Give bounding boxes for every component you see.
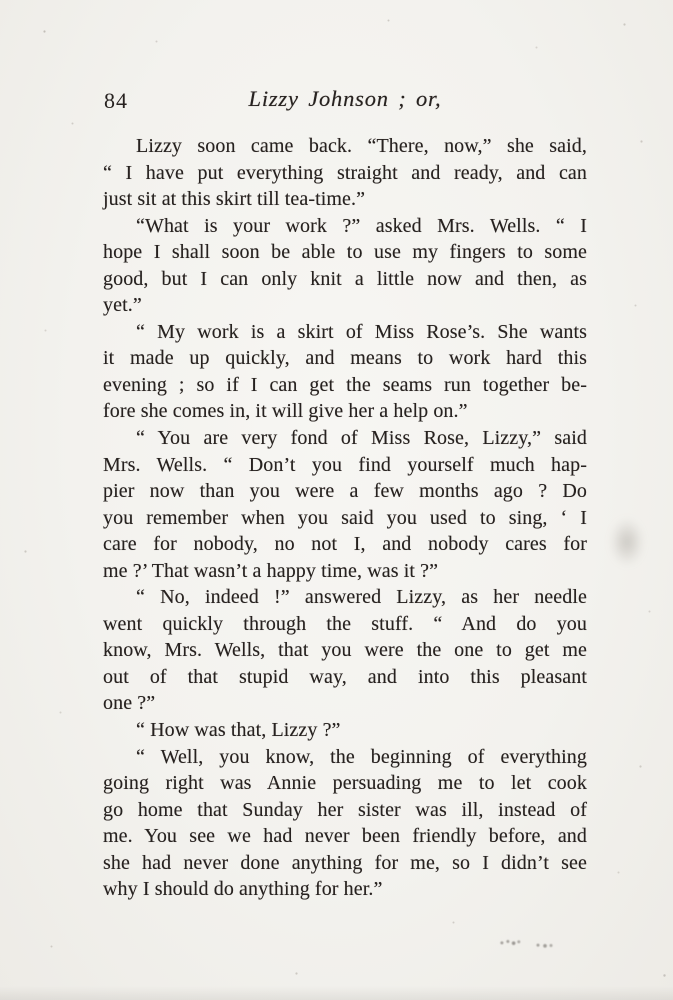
text-body xyxy=(103,133,587,903)
text-line: go home that Sunday her sister was ill, instead of xyxy=(103,798,587,821)
text-line: care for nobody, no not I, and nobody cares for xyxy=(103,533,587,556)
paragraph xyxy=(103,133,587,213)
text-line: out of that stupid way, and into this pleasant xyxy=(103,665,587,688)
running-header xyxy=(103,86,587,116)
text-line: “ Well, you know, the beginning of everything xyxy=(136,745,587,768)
text-line: you remember when you said you used to sing, ‘ I xyxy=(103,506,587,529)
paragraph xyxy=(103,319,587,425)
text-line: “ You are very fond of Miss Rose, Lizzy,” said xyxy=(136,427,587,450)
text-line: “ My work is a skirt of Miss Rose’s. She wants xyxy=(136,320,587,343)
text-line: she had never done anything for me, so I didn’t see xyxy=(103,851,587,874)
text-line: yet.” xyxy=(103,294,142,317)
paragraph xyxy=(103,744,587,903)
running-title: Lizzy Johnson ; or, xyxy=(248,86,442,111)
page-number: 84 xyxy=(104,88,128,113)
text-line: hope I shall soon be able to use my fingers to some xyxy=(103,241,587,264)
text-line: pier now than you were a few months ago ? Do xyxy=(103,480,587,503)
scan-speckles xyxy=(0,0,1,1)
text-line: me. You see we had never been friendly before, and xyxy=(103,825,587,848)
text-line: me ?’ That wasn’t a happy time, was it ?” xyxy=(103,559,439,582)
text-line: went quickly through the stuff. “ And do you xyxy=(103,612,587,635)
scan-smudge xyxy=(610,518,644,566)
text-line: fore she comes in, it will give her a help on.” xyxy=(103,400,468,423)
pencil-mark xyxy=(534,942,554,949)
page-edge-shadow xyxy=(0,986,673,1000)
text-line: “What is your work ?” asked Mrs. Wells. “ I xyxy=(136,214,587,237)
text-line: Mrs. Wells. “ Don’t you find yourself much hap- xyxy=(103,453,587,476)
text-line: one ?” xyxy=(103,692,156,715)
paragraph xyxy=(103,425,587,584)
text-line: just sit at this skirt till tea-time.” xyxy=(103,188,366,211)
pencil-mark xyxy=(498,939,524,946)
text-line: “ I have put everything straight and ready, and can xyxy=(103,161,587,184)
text-line: Lizzy soon came back. “There, now,” she said, xyxy=(136,135,587,157)
text-line: good, but I can only knit a little now and then, as xyxy=(103,267,587,290)
text-line: why I should do anything for her.” xyxy=(103,878,383,901)
text-line: know, Mrs. Wells, that you were the one to get me xyxy=(103,639,587,662)
text-line: evening ; so if I can get the seams run together be- xyxy=(103,373,587,396)
paragraph xyxy=(103,717,587,744)
text-line: it made up quickly, and means to work hard this xyxy=(103,347,587,370)
text-line: “ How was that, Lizzy ?” xyxy=(136,719,341,742)
paragraph xyxy=(103,584,587,717)
text-line: “ No, indeed !” answered Lizzy, as her needle xyxy=(136,586,587,609)
text-line: going right was Annie persuading me to let cook xyxy=(103,772,587,795)
paragraph xyxy=(103,213,587,319)
